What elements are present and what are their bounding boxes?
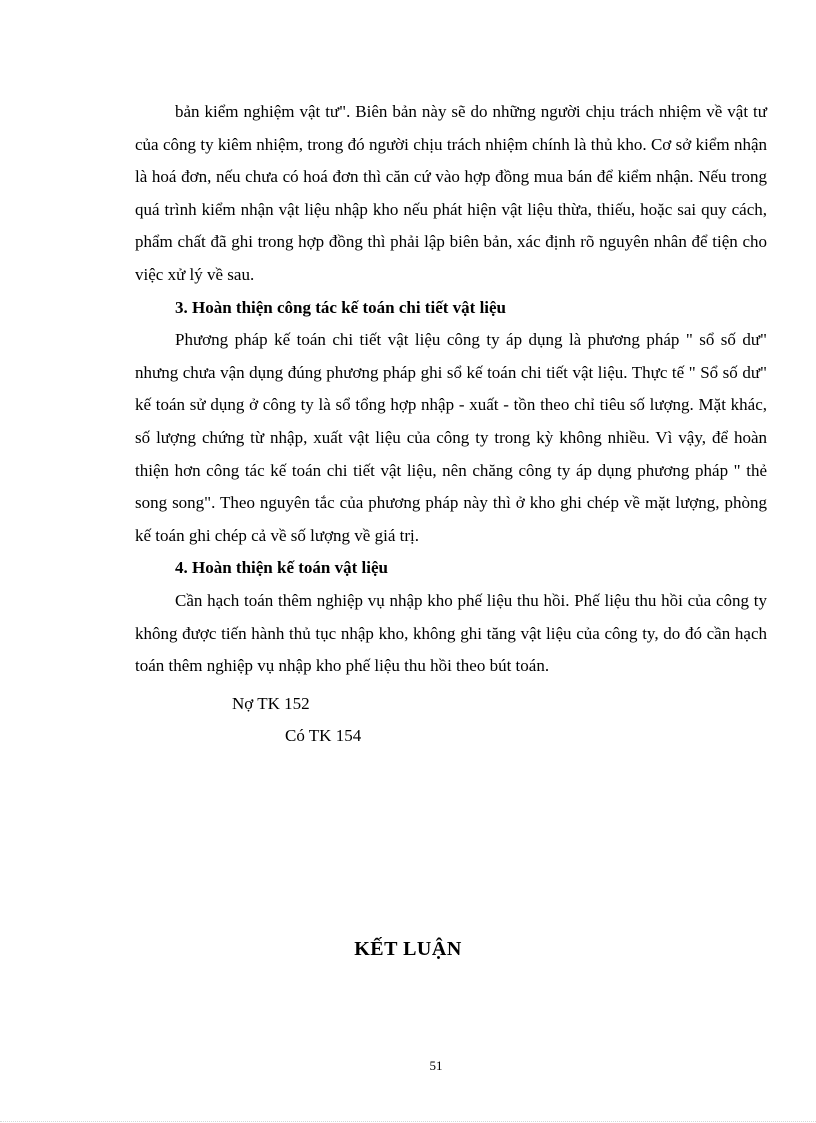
paragraph-inspection-report: bản kiểm nghiệm vật tư". Biên bản này sẽ do những người chịu trách nhiệm về vật tư của công ty kiêm nhiệm, trong đó người chịu trách nhiệm chính là thủ kho. Cơ sở kiểm nhận là hoá đơn, nếu chưa có hoá đơn thì căn cứ vào hợp đồng mua bán để kiểm nhận. Nếu trong quá trình kiểm nhận vật liệu nhập kho nếu phát hiện vật liệu thừa, thiếu, hoặc sai quy cách, phẩm chất đã ghi trong hợp đồng thì phải lập biên bản, xác định rõ nguyên nhân để tiện cho việc xử lý về sau. <box>135 102 767 284</box>
journal-entry-credit: Có TK 154 <box>285 726 362 746</box>
body-text <box>135 96 767 753</box>
paragraph-scrap-recovery: Cần hạch toán thêm nghiệp vụ nhập kho phế liệu thu hồi. Phế liệu thu hồi của công ty không được tiến hành thủ tục nhập kho, không ghi tăng vật liệu của công ty, do đó cần hạch toán thêm nghiệp vụ nhập kho phế liệu thu hồi theo bút toán. <box>135 590 767 676</box>
section-heading-4: 4. Hoàn thiện kế toán vật liệu <box>175 558 388 578</box>
footer-divider <box>0 1121 816 1122</box>
conclusion-title: KẾT LUẬN <box>354 938 462 960</box>
page-number: 51 <box>429 1058 443 1073</box>
section-heading-3: 3. Hoàn thiện công tác kế toán chi tiết vật liệu <box>175 297 507 317</box>
paragraph-detail-accounting: Phương pháp kế toán chi tiết vật liệu công ty áp dụng là phương pháp " sổ số dư" nhưng chưa vận dụng đúng phương pháp ghi sổ kế toán chi tiết vật liệu. Thực tế " Sổ số dư" kế toán sử dụng ở công ty là sổ tổng hợp nhập - xuất - tồn theo chỉ tiêu số lượng. Mặt khác, số lượng chứng từ nhập, xuất vật liệu của công ty trong kỳ không nhiều. Vì vậy, để hoàn thiện hơn công tác kế toán chi tiết vật liệu, nên chăng công ty áp dụng phương pháp " thẻ song song". Theo nguyên tắc của phương pháp này thì ở kho ghi chép về mặt lượng, phòng kế toán ghi chép cả về số lượng về giá trị. <box>135 330 767 545</box>
journal-entry-debit: Nợ TK 152 <box>232 693 310 713</box>
